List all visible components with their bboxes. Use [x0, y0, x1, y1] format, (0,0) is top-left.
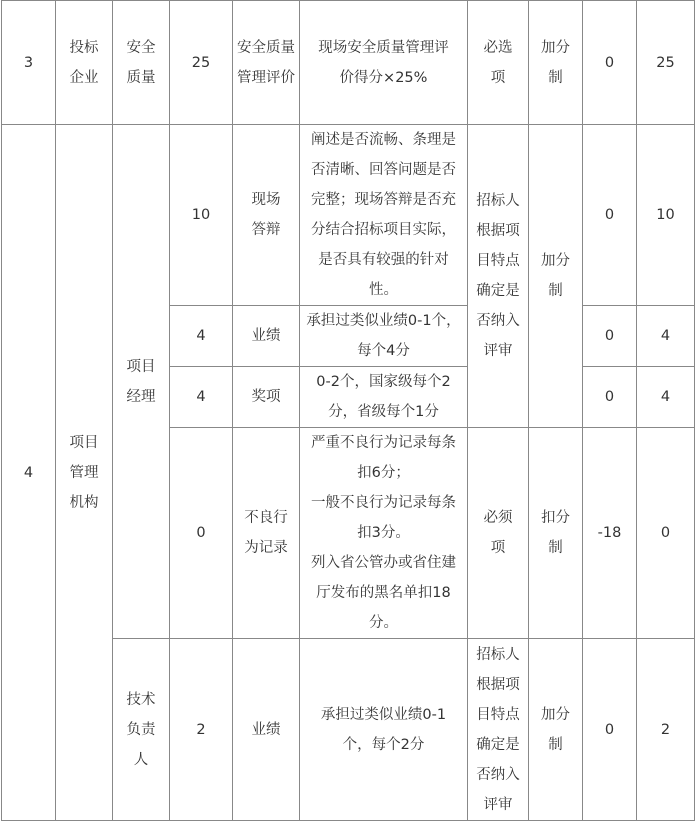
- max-score-cell: 10: [637, 125, 695, 306]
- method-cell: 加分制: [529, 125, 583, 428]
- description-cell: 阐述是否流畅、条理是否清晰、回答问题是否完整；现场答辩是否充分结合招标项目实际，是否具有较强的针对性。: [300, 125, 468, 306]
- description-cell: 承担过类似业绩0-1个，每个4分: [300, 306, 468, 367]
- criterion-cell: 安全质量管理评价: [233, 1, 300, 125]
- scoring-table: [1, 0, 695, 821]
- method-cell: 加分制: [529, 1, 583, 125]
- criterion-cell: 业绩: [233, 306, 300, 367]
- min-score-cell: 0: [583, 1, 637, 125]
- max-score-cell: 4: [637, 306, 695, 367]
- max-score-cell: 4: [637, 367, 695, 428]
- row-number: 4: [2, 125, 56, 821]
- max-score-cell: 0: [637, 428, 695, 639]
- requirement-cell: 招标人根据项目特点确定是否纳入评审: [468, 639, 529, 821]
- method-cell: 加分制: [529, 639, 583, 821]
- points-cell: 0: [170, 428, 233, 639]
- desc-line-1: 严重不良行为记录每条扣6分；: [311, 435, 456, 481]
- description-cell: 现场安全质量管理评价得分×25%: [300, 1, 468, 125]
- min-score-cell: 0: [583, 639, 637, 821]
- points-cell: 4: [170, 306, 233, 367]
- tech-label-cell: 技术负责人: [113, 639, 170, 821]
- criterion-cell: 奖项: [233, 367, 300, 428]
- requirement-cell: 必选项: [468, 1, 529, 125]
- requirement-cell: 必须项: [468, 428, 529, 639]
- item-cell: 安全质量: [113, 1, 170, 125]
- min-score-cell: 0: [583, 306, 637, 367]
- desc-line-3: 列入省公管办或省住建厅发布的黑名单扣18分。: [311, 555, 456, 631]
- pm-label-cell: 项目经理: [113, 125, 170, 639]
- description-cell: 承担过类似业绩0-1个，每个2分: [300, 639, 468, 821]
- min-score-cell: 0: [583, 367, 637, 428]
- criterion-cell: 不良行为记录: [233, 428, 300, 639]
- criterion-cell: 现场答辩: [233, 125, 300, 306]
- min-score-cell: 0: [583, 125, 637, 306]
- category-cell: 投标企业: [56, 1, 113, 125]
- row-number: 3: [2, 1, 56, 125]
- min-score-cell: -18: [583, 428, 637, 639]
- table-row-4-defense: [2, 125, 695, 306]
- max-score-cell: 2: [637, 639, 695, 821]
- criterion-cell: 业绩: [233, 639, 300, 821]
- max-score-cell: 25: [637, 1, 695, 125]
- points-cell: 10: [170, 125, 233, 306]
- points-cell: 4: [170, 367, 233, 428]
- points-cell: 2: [170, 639, 233, 821]
- category-cell: 项目管理机构: [56, 125, 113, 821]
- description-cell: 0-2个，国家级每个2分，省级每个1分: [300, 367, 468, 428]
- desc-line-2: 一般不良行为记录每条扣3分。: [311, 495, 456, 541]
- table-row-3: [2, 1, 695, 125]
- method-cell: 扣分制: [529, 428, 583, 639]
- requirement-cell: 招标人根据项目特点确定是否纳入评审: [468, 125, 529, 428]
- points-cell: 25: [170, 1, 233, 125]
- description-cell: [300, 428, 468, 639]
